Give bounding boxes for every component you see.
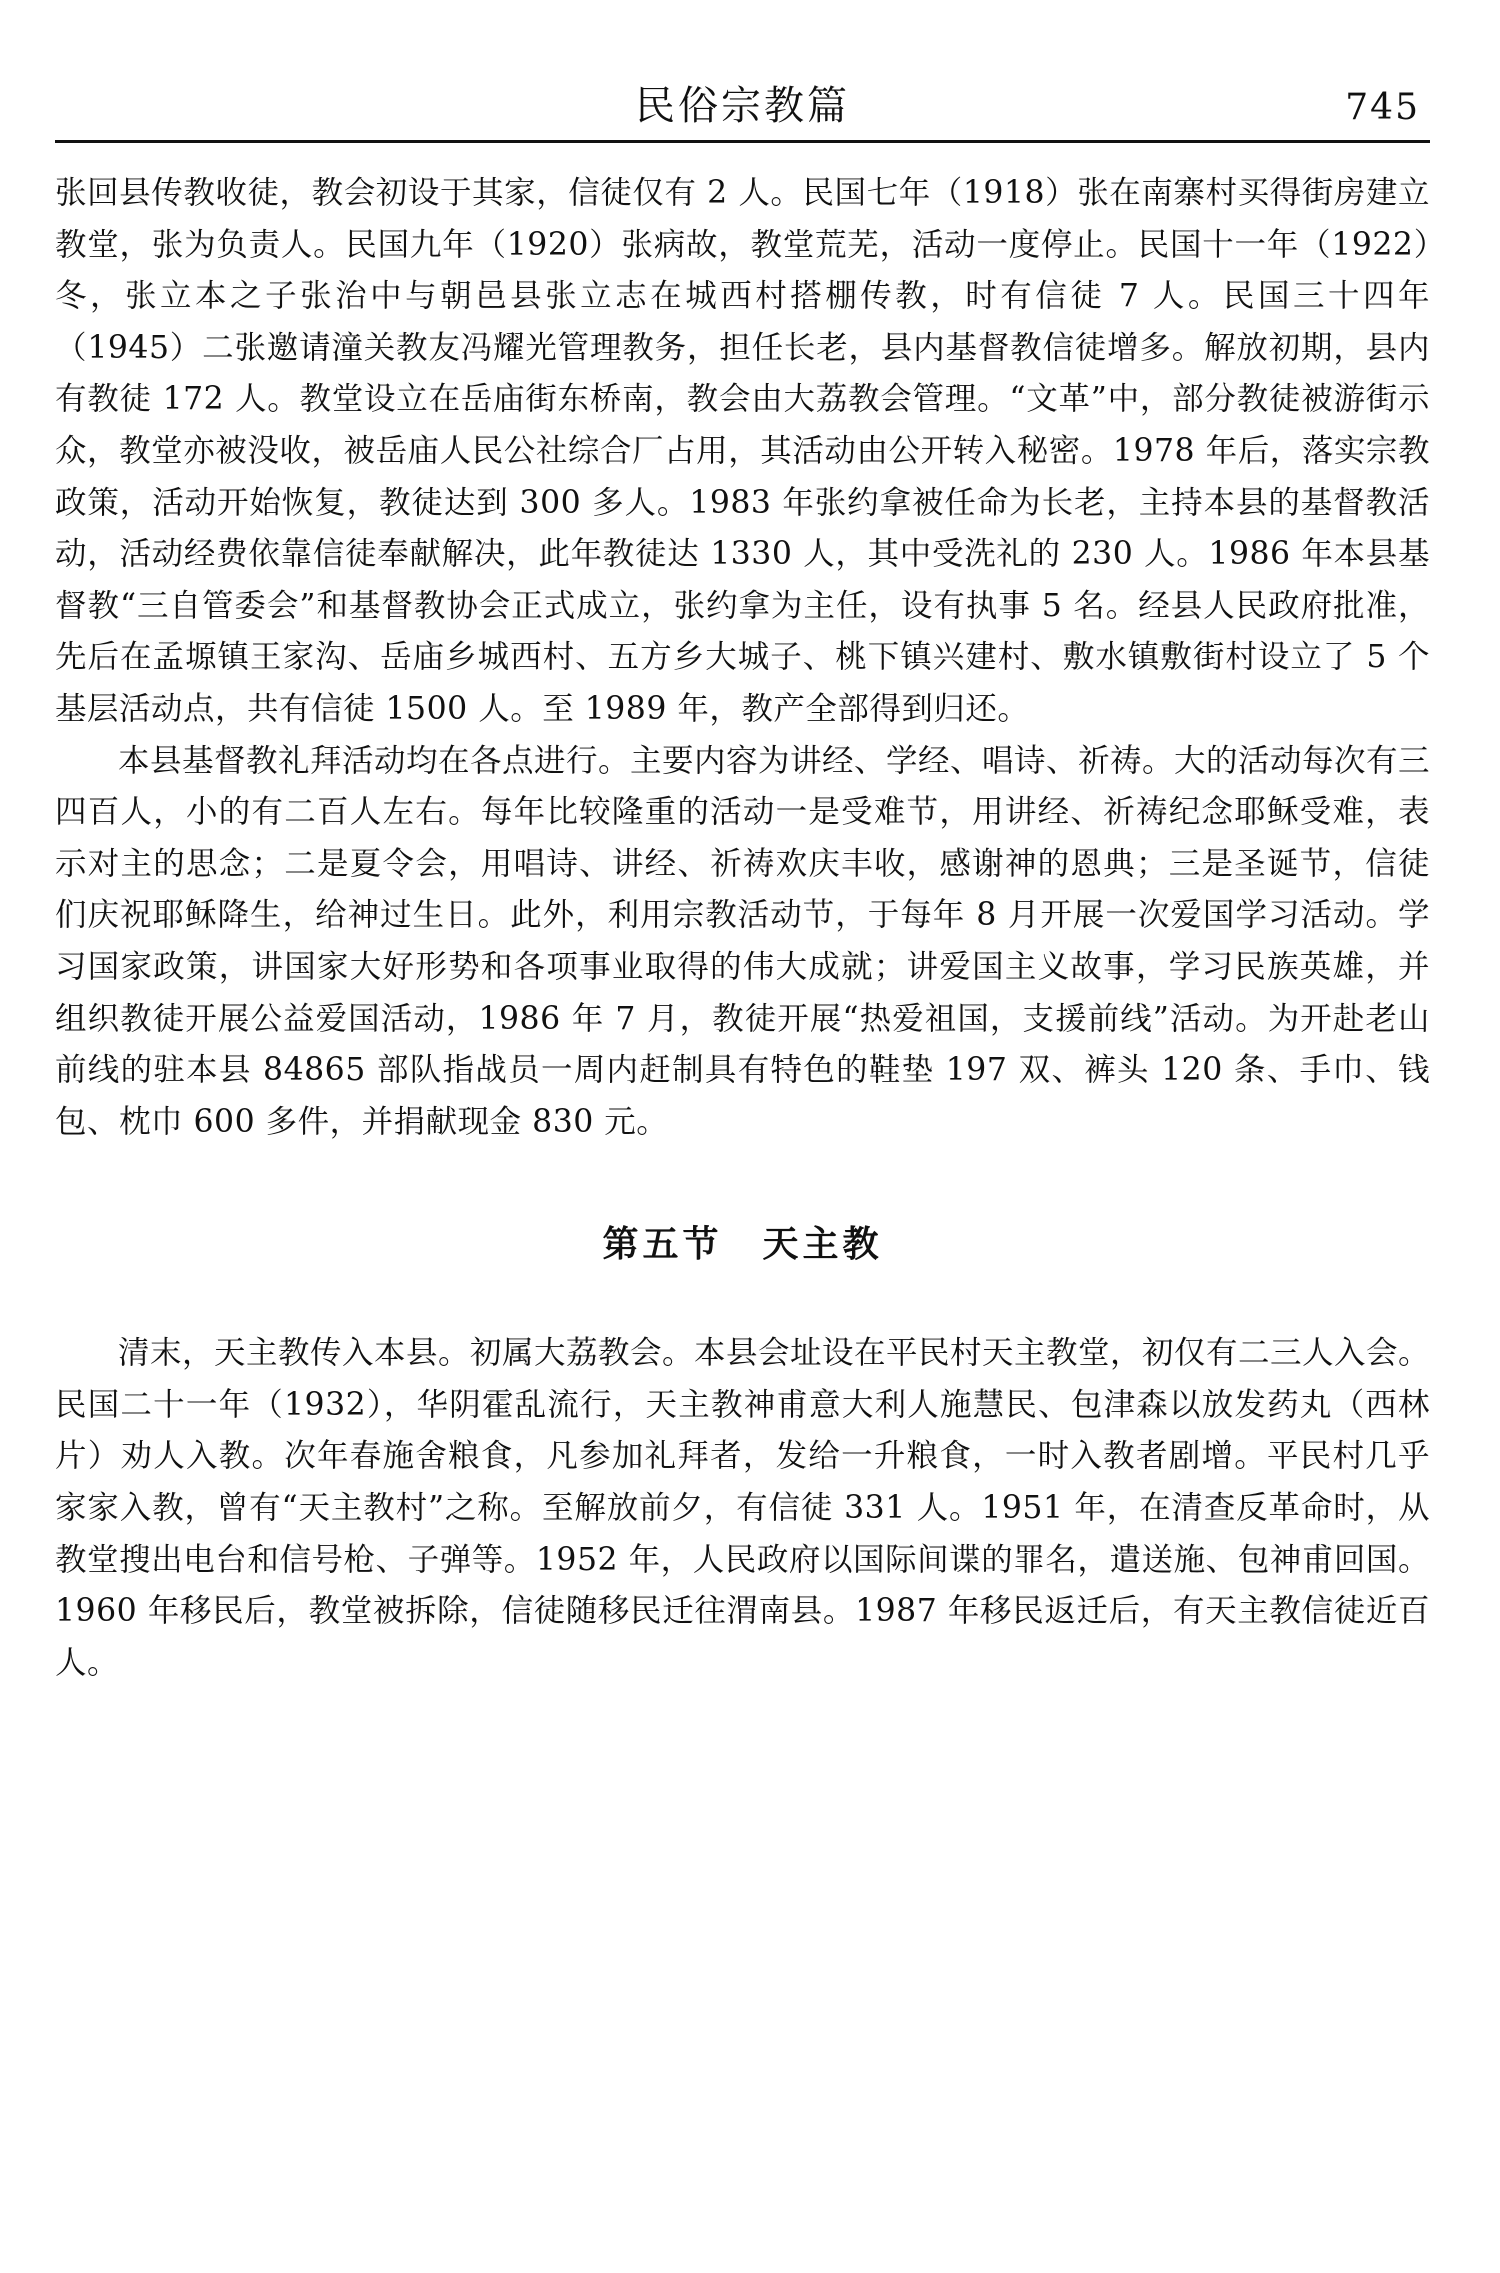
page-number: 745	[1345, 87, 1420, 128]
running-header	[55, 60, 1430, 143]
paragraph-protestant-history: 张回县传教收徒，教会初设于其家，信徒仅有 2 人。民国七年（1918）张在南寨村买得街房建立教堂，张为负责人。民国九年（1920）张病故，教堂荒芜，活动一度停止。民国十一年（1922）冬，张立本之子张治中与朝邑县张立志在城西村搭棚传教，时有信徒 7 人。民国三十四年（1945）二张邀请潼关教友冯耀光管理教务，担任长老，县内基督教信徒增多。解放初期，县内有教徒 172 人。教堂设立在岳庙街东桥南，教会由大荔教会管理。“文革”中，部分教徒被游街示众，教堂亦被没收，被岳庙人民公社综合厂占用，其活动由公开转入秘密。1978 年后，落实宗教政策，活动开始恢复，教徒达到 300 多人。1983 年张约拿被任命为长老，主持本县的基督教活动，活动经费依靠信徒奉献解决，此年教徒达 1330 人，其中受洗礼的 230 人。1986 年本县基督教“三自管委会”和基督教协会正式成立，张约拿为主任，设有执事 5 名。经县人民政府批准，先后在孟塬镇王家沟、岳庙乡城西村、五方乡大城子、桃下镇兴建村、敷水镇敷街村设立了 5 个基层活动点，共有信徒 1500 人。至 1989 年，教产全部得到归还。	[55, 175, 1430, 727]
section-number: 第五节	[602, 1223, 723, 1266]
body-text	[55, 168, 1430, 1689]
section-title: 天主教	[762, 1223, 883, 1266]
paragraph-catholic-history: 清末，天主教传入本县。初属大荔教会。本县会址设在平民村天主教堂，初仅有二三人入会。民国二十一年（1932），华阴霍乱流行，天主教神甫意大利人施慧民、包津森以放发药丸（西林片）劝人入教。次年春施舍粮食，凡参加礼拜者，发给一升粮食，一时入教者剧增。平民村几乎家家入教，曾有“天主教村”之称。至解放前夕，有信徒 331 人。1951 年，在清查反革命时，从教堂搜出电台和信号枪、子弹等。1952 年，人民政府以国际间谍的罪名，遣送施、包神甫回国。1960 年移民后，教堂被拆除，信徒随移民迁往渭南县。1987 年移民返迁后，有天主教信徒近百人。	[55, 1335, 1431, 1681]
paragraph-protestant-activities: 本县基督教礼拜活动均在各点进行。主要内容为讲经、学经、唱诗、祈祷。大的活动每次有三四百人，小的有二百人左右。每年比较隆重的活动一是受难节，用讲经、祈祷纪念耶稣受难，表示对主的思念；二是夏令会，用唱诗、讲经、祈祷欢庆丰收，感谢神的恩典；三是圣诞节，信徒们庆祝耶稣降生，给神过生日。此外，利用宗教活动节，于每年 8 月开展一次爱国学习活动。学习国家政策，讲国家大好形势和各项事业取得的伟大成就；讲爱国主义故事，学习民族英雄，并组织教徒开展公益爱国活动，1986 年 7 月，教徒开展“热爱祖国，支援前线”活动。为开赴老山前线的驻本县 84865 部队指战员一周内赶制具有特色的鞋垫 197 双、裤头 120 条、手巾、钱包、枕巾 600 多件，并捐献现金 830 元。	[55, 742, 1431, 1140]
running-header-title: 民俗宗教篇	[635, 83, 850, 129]
section-heading	[55, 1220, 1430, 1268]
